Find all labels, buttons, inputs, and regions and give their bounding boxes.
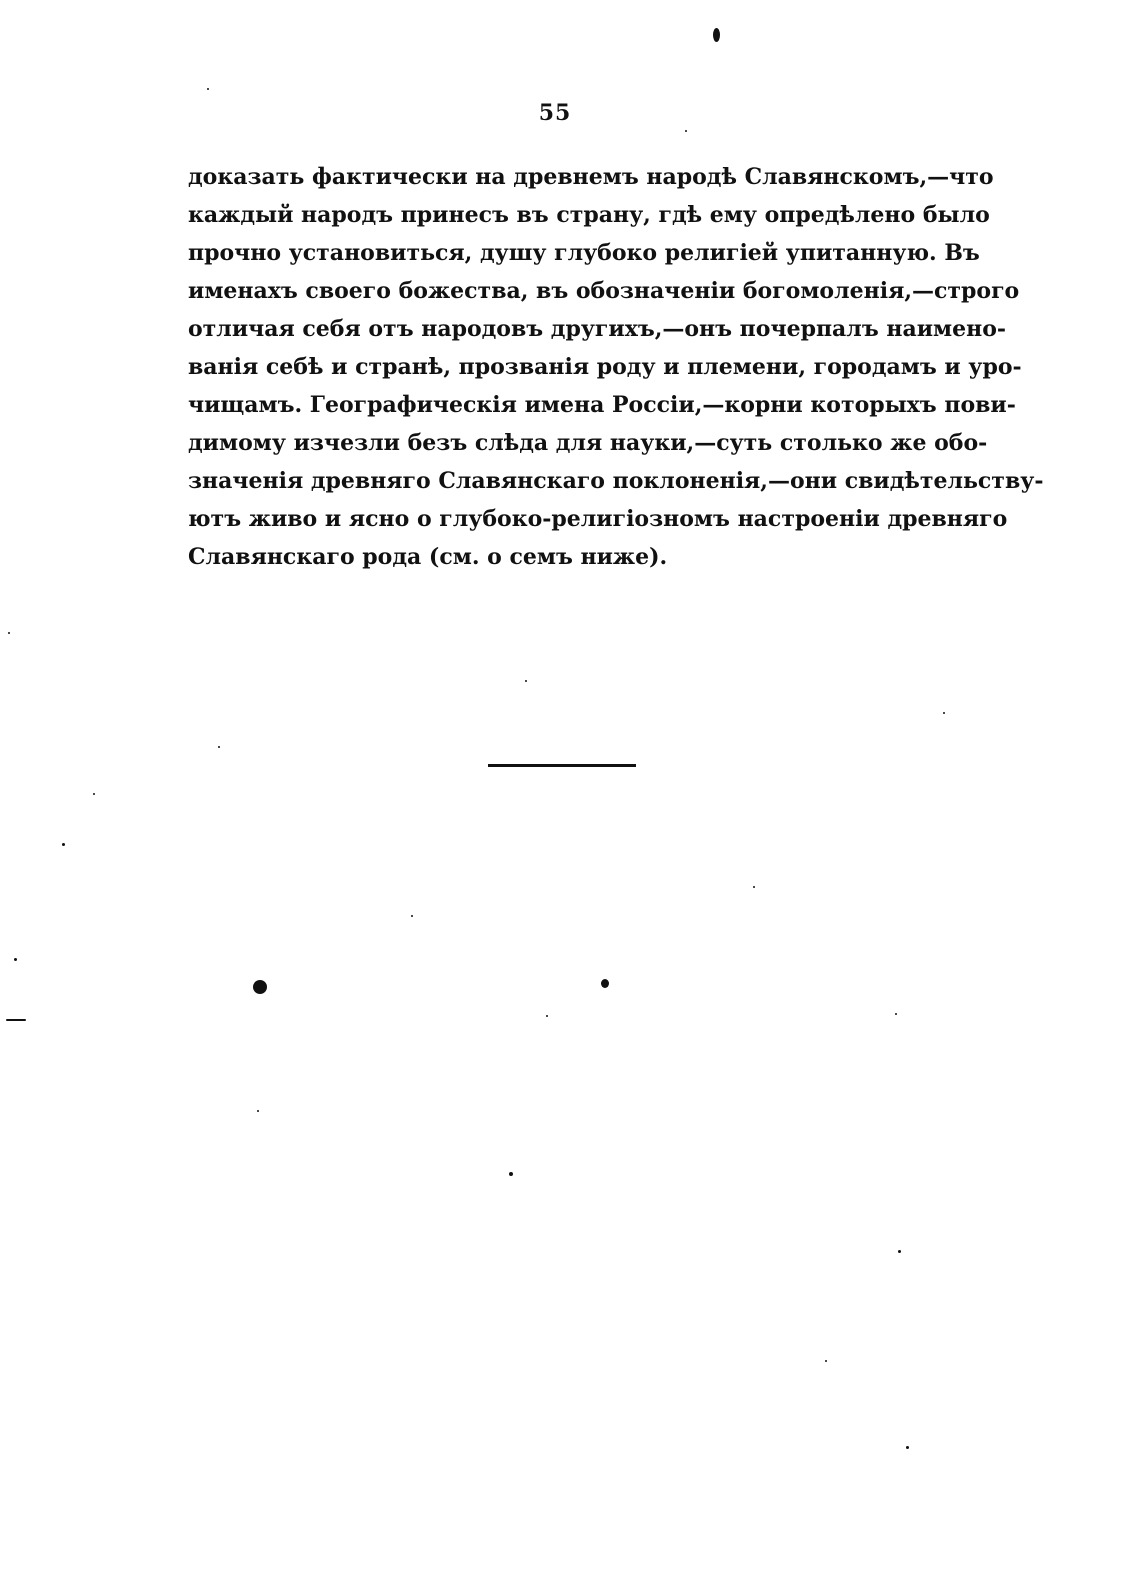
section-rule xyxy=(488,764,636,767)
scan-speck xyxy=(685,130,687,132)
scan-speck xyxy=(753,886,755,888)
scan-speck xyxy=(825,1360,827,1362)
scan-speck xyxy=(411,915,413,917)
text-line: прочно установиться, душу глубоко религіей упитанную. Въ xyxy=(188,240,980,266)
scan-speck xyxy=(8,632,10,634)
body-text xyxy=(188,158,1044,576)
scan-speck xyxy=(509,1172,513,1176)
text-line: значенія древняго Славянскаго поклоненія,—они свидѣтельству- xyxy=(188,468,1044,494)
scan-speck xyxy=(253,980,267,994)
text-line: димому изчезли безъ слѣда для науки,—суть столько же обо- xyxy=(188,430,988,456)
scan-speck xyxy=(546,1015,548,1017)
scan-speck xyxy=(6,1019,26,1021)
scan-speck xyxy=(93,793,95,795)
scan-speck xyxy=(898,1250,901,1253)
text-line: доказать фактически на древнемъ народѣ Славянскомъ,—что xyxy=(188,164,994,190)
text-line: чищамъ. Географическія имена Россiи,—корни которыхъ пови- xyxy=(188,392,1016,418)
scan-speck xyxy=(943,712,945,714)
text-line: именахъ своего божества, въ обозначенiи богомоленія,—строго xyxy=(188,278,1020,304)
text-line: ютъ живо и ясно о глубоко-религіозномъ настроенiи древняго xyxy=(188,506,1008,532)
page-number: 55 xyxy=(538,100,572,126)
scan-speck xyxy=(218,746,220,748)
scan-speck xyxy=(906,1446,909,1449)
scan-speck xyxy=(62,843,65,846)
scan-speck xyxy=(895,1013,897,1015)
scan-speck xyxy=(257,1110,259,1112)
scan-speck xyxy=(601,979,609,988)
scan-speck xyxy=(14,958,17,961)
text-line: Славянскаго рода (см. о семъ ниже). xyxy=(188,544,668,570)
scan-speck xyxy=(525,680,527,682)
scan-speck xyxy=(207,88,209,90)
text-line: каждый народъ принесъ въ страну, гдѣ ему опредѣлено было xyxy=(188,202,990,228)
text-line: отличая себя отъ народовъ другихъ,—онъ почерпалъ наимено- xyxy=(188,316,1007,342)
scan-speck xyxy=(713,28,720,42)
text-line: ванія себѣ и странѣ, прозванія роду и племени, городамъ и уро- xyxy=(188,354,1022,380)
